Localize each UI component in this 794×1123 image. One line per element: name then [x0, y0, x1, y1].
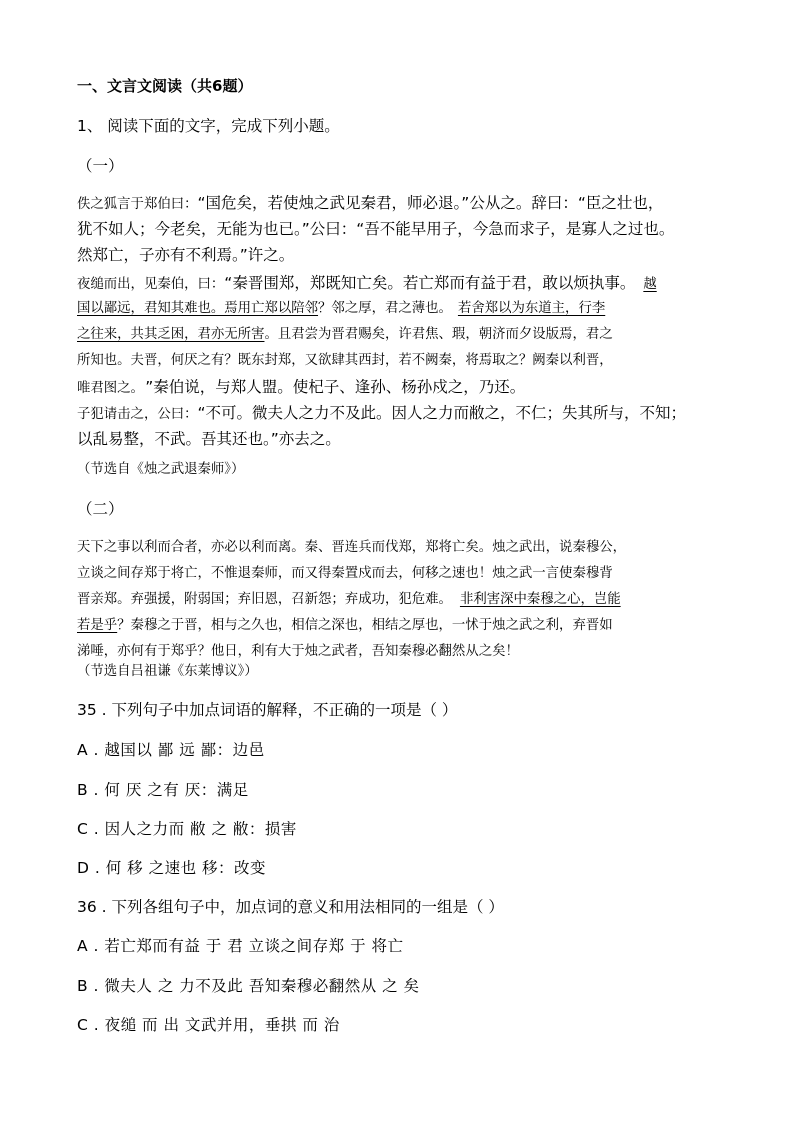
text-line: 以乱易整，不武。吾其还也。”亦去之。: [77, 430, 341, 448]
text-span: 唯君图之。: [77, 381, 138, 396]
question-36-stem: 36 . 下列各组句子中，加点词的意义和用法相同的一组是（ ）: [77, 898, 504, 916]
question-1-intro: 1、 阅读下面的文字，完成下列小题。: [77, 117, 340, 135]
text-line: 然郑亡，子亦有不利焉。”许之。: [77, 246, 295, 264]
text-span: 佚之狐言于郑伯曰：: [77, 197, 198, 212]
text-span: ”秦伯说，与郑人盟。使杞子、逢孙、杨孙戍之，乃还。: [145, 378, 526, 396]
text-line: 所知也。夫晋，何厌之有？既东封郑，又欲肆其西封，若不阙秦，将焉取之？阙秦以利晋，: [77, 353, 613, 368]
text-line: 犹不如人；今老矣，无能为也已。”公曰：“吾不能早用子，今急而求子，是寡人之过也。: [77, 220, 675, 238]
underlined-text: 之往来，共其乏困，君亦无所害: [77, 327, 265, 342]
source-note-1: （节选自《烛之武退秦师》）: [77, 462, 245, 477]
passage-2-paragraph: [77, 535, 717, 665]
underlined-text: 若是乎: [77, 618, 118, 633]
text-span: 晋亲郑。弃强援，附弱国；弃旧恩，召新怨；弃成功，犯危难。: [77, 592, 452, 607]
part-1-label: （一）: [77, 157, 124, 175]
passage-1-paragraph-3: [77, 400, 717, 452]
passage-1-paragraph-2: [77, 270, 717, 400]
text-span: “国危矣，若使烛之武见秦君，师必退。”公从之。辞曰：“臣之壮也，: [197, 194, 664, 212]
question-35-option-b: B . 何 厌 之有 厌：满足: [77, 781, 249, 799]
section-title: 一、文言文阅读（共6题）: [77, 77, 253, 95]
underlined-text: 越: [643, 277, 657, 292]
underlined-text: 非利害深中秦穆之心，岂能: [459, 592, 621, 607]
text-span: 。且君尝为晋君赐矣，许君焦、瑕，朝济而夕设版焉，君之: [264, 327, 613, 342]
underlined-text: 若舍郑以为东道主，行李: [457, 301, 606, 316]
question-36-option-c: C . 夜缒 而 出 文武并用，垂拱 而 治: [77, 1016, 340, 1034]
text-span: “不可。微夫人之力不及此。因人之力而敝之，不仁；失其所与，不知；: [197, 404, 687, 422]
question-36-option-b: B . 微夫人 之 力不及此 吾知秦穆必翻然从 之 矣: [77, 977, 420, 995]
question-36-option-a: A . 若亡郑而有益 于 君 立谈之间存郑 于 将亡: [77, 937, 404, 955]
text-line: 涕唾，亦何有于郑乎？他日，利有大于烛之武者，吾知秦穆必翻然从之矣！: [77, 644, 519, 659]
text-span: “秦晋围郑，郑既知亡矣。若亡郑而有益于君，敢以烦执事。: [224, 274, 636, 292]
question-35-stem: 35 . 下列句子中加点词语的解释，不正确的一项是（ ）: [77, 701, 458, 719]
text-line: 天下之事以利而合者，亦必以利而离。秦、晋连兵而伐郑，郑将亡矣。烛之武出，说秦穆公，: [77, 540, 627, 555]
text-span: 夜缒而出，见秦伯，曰：: [77, 277, 225, 292]
passage-1-paragraph-1: [77, 190, 717, 268]
text-span: ？邻之厚，君之薄也。: [318, 301, 452, 316]
question-35-option-d: D . 何 移 之速也 移：改变: [77, 859, 266, 877]
source-note-2: （节选自吕祖谦《东莱博议》）: [77, 664, 258, 679]
part-2-label: （二）: [77, 500, 124, 518]
text-span: 子犯请击之，公曰：: [77, 407, 198, 422]
underlined-text: 国以鄙远，君知其难也。焉用亡郑以陪邻: [77, 301, 319, 316]
question-35-option-c: C . 因人之力而 敝 之 敝：损害: [77, 820, 297, 838]
text-span: ？秦穆之于晋，相与之久也，相信之深也，相结之厚也，一怵于烛之武之利，弃晋如: [117, 618, 613, 633]
question-35-option-a: A . 越国以 鄙 远 鄙：边邑: [77, 741, 265, 759]
text-line: 立谈之间存郑于将亡，不惟退秦师，而又得秦置戍而去，何移之速也！烛之武一言使秦穆背: [77, 566, 613, 581]
